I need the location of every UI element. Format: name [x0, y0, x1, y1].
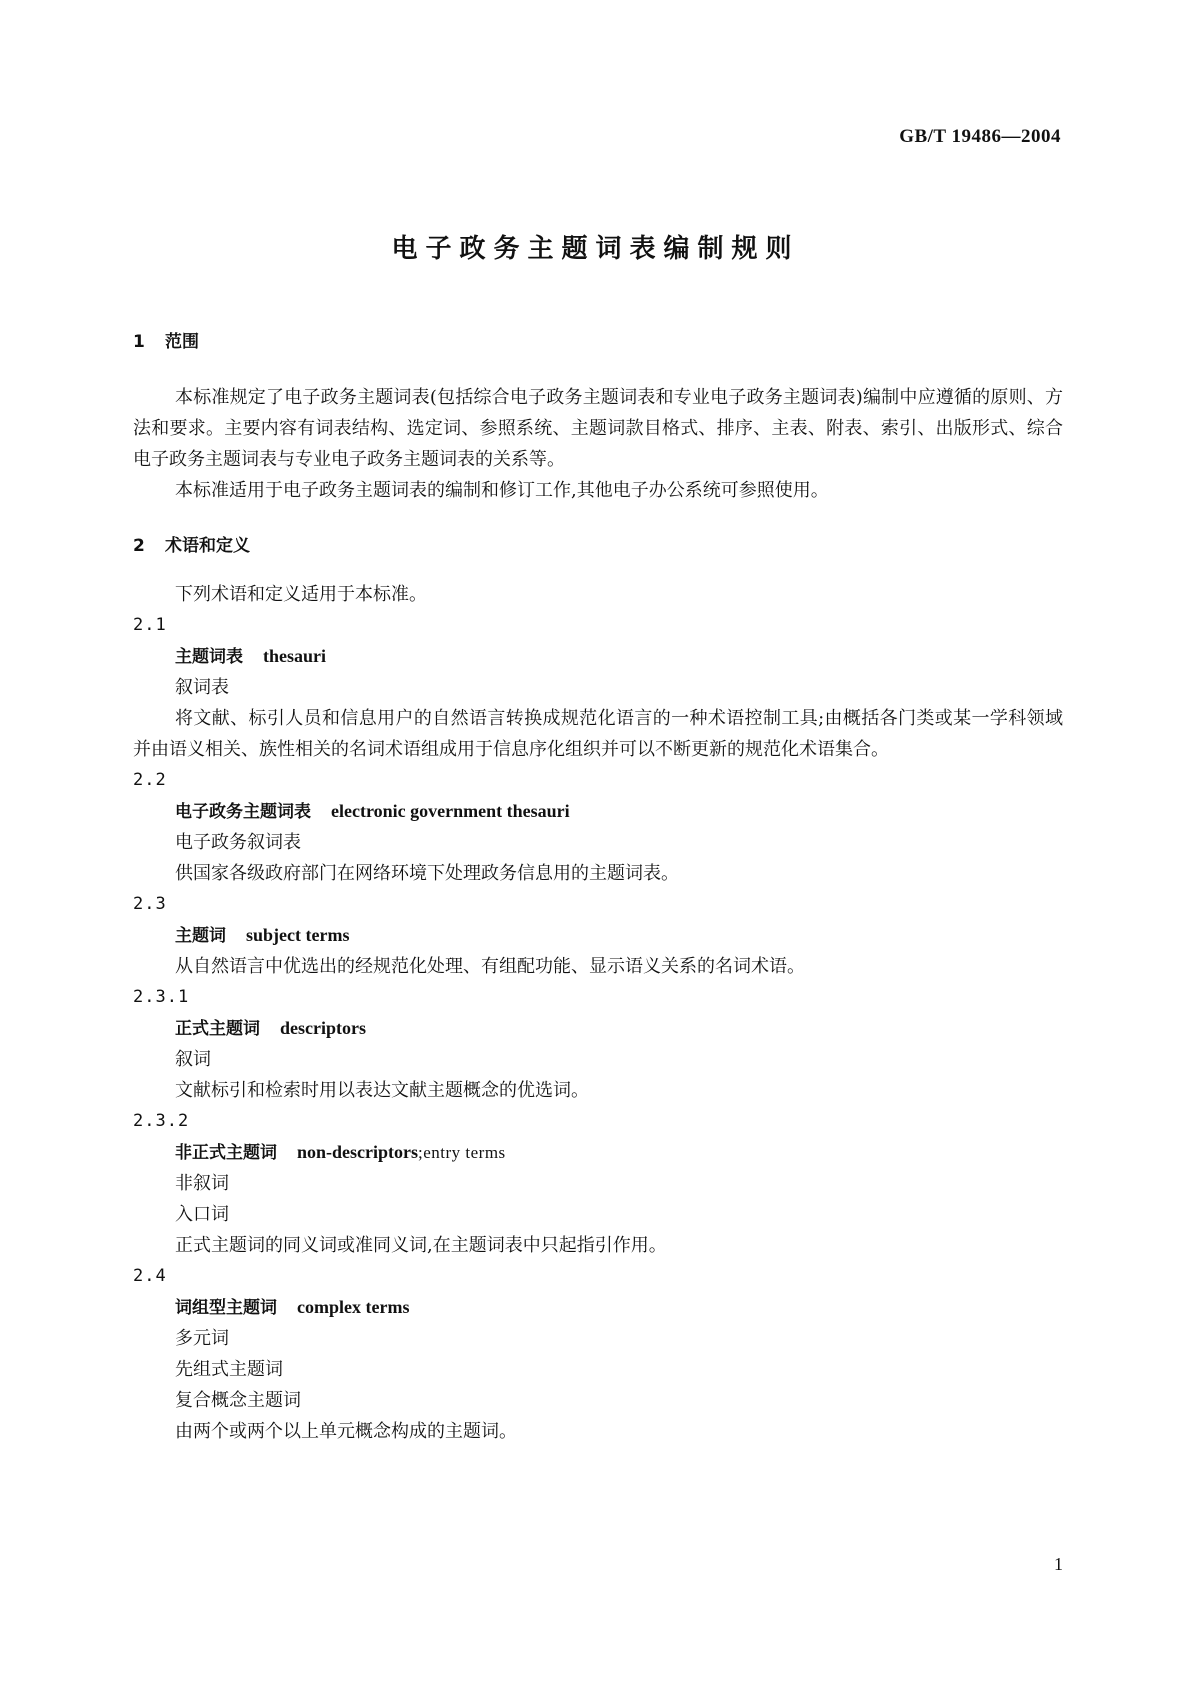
term-english: complex terms [297, 1297, 410, 1317]
term-entry [133, 920, 1063, 951]
term-chinese: 正式主题词 [175, 1019, 260, 1039]
section-title: 范围 [165, 332, 199, 352]
section-heading-scope [133, 327, 1063, 358]
section-title: 术语和定义 [165, 536, 250, 556]
term-english: thesauri [263, 646, 326, 666]
section-heading-terms [133, 531, 1063, 562]
term-definition: 文献标引和检索时用以表达文献主题概念的优选词。 [175, 1080, 589, 1101]
term-synonym: 复合概念主题词 [175, 1390, 301, 1411]
clause-number: 2.3.1 [133, 987, 190, 1007]
clause-number: 2.4 [133, 1266, 167, 1286]
term-chinese: 电子政务主题词表 [175, 802, 311, 822]
term-english: subject terms [246, 925, 350, 945]
paragraph-scope-2: 本标准适用于电子政务主题词表的编制和修订工作,其他电子办公系统可参照使用。 [175, 480, 829, 501]
term-definition: 由两个或两个以上单元概念构成的主题词。 [175, 1421, 517, 1442]
section-number: 1 [133, 332, 145, 352]
standard-code: GB/T 19486—2004 [899, 126, 1061, 147]
clause-number: 2.3.2 [133, 1111, 190, 1131]
term-english-alternate: ;entry terms [418, 1143, 506, 1162]
term-english: electronic government thesauri [331, 801, 570, 821]
document-body [133, 327, 1063, 1447]
term-chinese: 词组型主题词 [175, 1298, 277, 1318]
term-synonym: 叙词表 [175, 677, 229, 698]
term-entry [133, 641, 1063, 672]
paragraph-terms-intro: 下列术语和定义适用于本标准。 [175, 584, 427, 605]
term-definition: 将文献、标引人员和信息用户的自然语言转换成规范化语言的一种术语控制工具;由概括各门类或某一学科领域并由语义相关、族性相关的名词术语组成用于信息序化组织并可以不断更新的规范化术语集合。 [133, 708, 1063, 760]
term-synonym: 入口词 [175, 1204, 229, 1225]
term-synonym: 先组式主题词 [175, 1359, 283, 1380]
term-chinese: 主题词 [175, 926, 226, 946]
term-synonym: 多元词 [175, 1328, 229, 1349]
term-entry [133, 1137, 1063, 1168]
term-entry [133, 796, 1063, 827]
clause-number: 2.3 [133, 894, 167, 914]
page-title: 电子政务主题词表编制规则 [391, 234, 800, 264]
term-definition: 供国家各级政府部门在网络环境下处理政务信息用的主题词表。 [175, 863, 679, 884]
term-definition: 从自然语言中优选出的经规范化处理、有组配功能、显示语义关系的名词术语。 [175, 956, 805, 977]
term-entry [133, 1292, 1063, 1323]
term-english: descriptors [280, 1018, 366, 1038]
paragraph-scope-1: 本标准规定了电子政务主题词表(包括综合电子政务主题词表和专业电子政务主题词表)编制中应遵循的原则、方法和要求。主要内容有词表结构、选定词、参照系统、主题词款目格式、排序、主表、附表、索引、出版形式、综合电子政务主题词表与专业电子政务主题词表的关系等。 [133, 387, 1063, 470]
term-english: non-descriptors [297, 1142, 418, 1162]
term-synonym: 非叙词 [175, 1173, 229, 1194]
clause-number: 2.2 [133, 770, 167, 790]
term-synonym: 电子政务叙词表 [175, 832, 301, 853]
term-entry [133, 1013, 1063, 1044]
term-definition: 正式主题词的同义词或准同义词,在主题词表中只起指引作用。 [175, 1235, 667, 1256]
term-chinese: 主题词表 [175, 647, 243, 667]
clause-number: 2.1 [133, 615, 167, 635]
section-number: 2 [133, 536, 145, 556]
term-chinese: 非正式主题词 [175, 1143, 277, 1163]
term-synonym: 叙词 [175, 1049, 211, 1070]
page-number: 1 [1054, 1554, 1063, 1574]
